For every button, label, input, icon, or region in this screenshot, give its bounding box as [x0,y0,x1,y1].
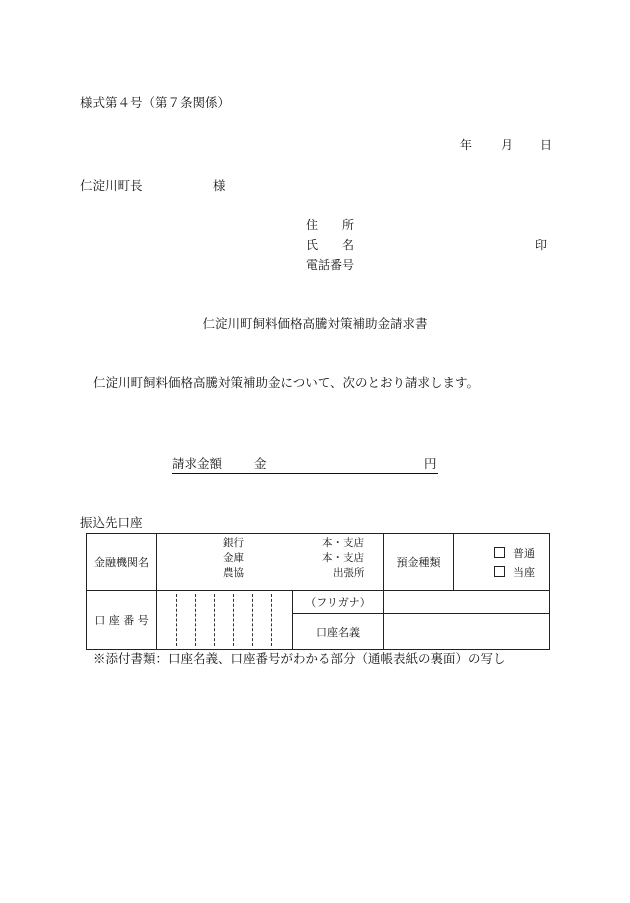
deposit-option-checking[interactable] [494,562,549,581]
name-label: 氏 名 [306,238,355,252]
date-day-label: 日 [540,138,553,152]
addressee-honorific: 様 [213,178,226,193]
kana-input[interactable] [384,591,550,614]
deposit-option-checking-label: 当座 [513,565,535,579]
amount-prefix: 金 [254,456,267,471]
account-name-label: 口座名義 [293,614,384,650]
digit-divider [252,594,253,646]
branch-type-2: 本・支店 [322,552,364,564]
form-number: 様式第４号（第７条関係） [80,95,231,110]
addressee-name: 仁淀川町長 [80,178,143,193]
digit-divider [271,594,272,646]
checkbox-icon[interactable] [494,547,505,558]
checkbox-icon[interactable] [494,566,505,577]
branch-type-3: 出張所 [333,567,365,579]
kana-label: （フリガナ） [293,591,384,614]
deposit-type-options [454,534,550,591]
date-month-label: 月 [501,138,514,152]
request-statement: 仁淀川町飼料価格高騰対策補助金について、次のとおり請求します。 [93,375,480,390]
bank-account-table [86,533,550,650]
phone-label: 電話番号 [306,258,355,272]
digit-divider [214,594,215,646]
attachment-note: ※添付書類：口座名義、口座番号がわかる部分（通帳表紙の裏面）の写し [93,651,506,666]
deposit-option-ordinary-label: 普通 [513,546,535,560]
digit-divider [195,594,196,646]
deposit-option-ordinary[interactable] [494,543,549,562]
account-name-input[interactable] [384,614,550,650]
date-year-label: 年 [460,138,473,152]
branch-type-1: 本・支店 [322,537,364,549]
institution-type-bank: 銀行 [223,537,244,549]
address-label: 住 所 [306,218,355,232]
digit-divider [233,594,234,646]
seal-label: 印 [535,238,548,252]
bank-section-heading: 振込先口座 [80,515,143,530]
institution-label: 金融機関名 [87,534,157,591]
document-title: 仁淀川町飼料価格高騰対策補助金請求書 [202,316,428,331]
amount-label: 請求金額 [172,456,223,471]
institution-cell[interactable] [157,534,384,591]
account-number-digits[interactable] [157,591,293,650]
institution-type-shinkin: 金庫 [223,552,244,564]
amount-unit: 円 [424,456,437,471]
amount-line [172,458,438,474]
institution-type-ja: 農協 [223,567,244,579]
account-number-label: 口 座 番 号 [87,591,157,650]
deposit-type-label: 預金種類 [384,534,454,591]
digit-divider [176,594,177,646]
